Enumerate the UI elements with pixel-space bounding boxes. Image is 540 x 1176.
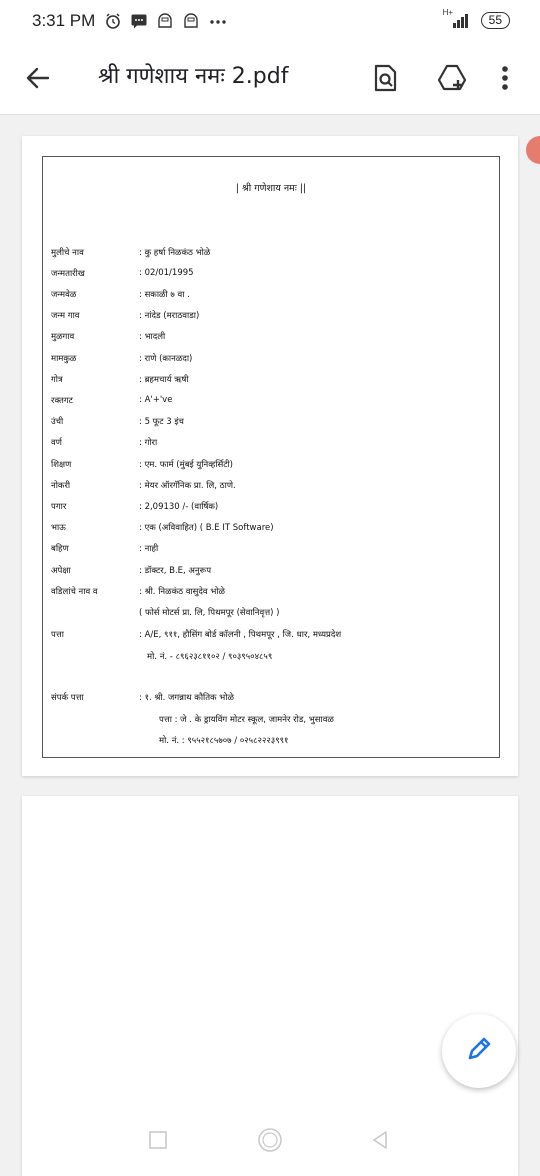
signal-icon [443,10,473,30]
search-document-icon[interactable] [370,63,400,97]
contact-address: पत्ता : जे . के ड्रायविंग मोटर स्कूल, जामनेर रोड, भुसावळ [159,715,334,725]
more-options-icon[interactable] [500,63,510,97]
app-toolbar [0,44,540,115]
navigation-bar [0,1118,540,1170]
document-border: | श्री गणेशाय नमः || मुलीचे नाव : कु हर्षा निळकंठ भोळे जन्मतारीख : 02/01/1995 जन्मवेळ : सकाळी ७ वा . जन्म गाव : नांदेड (मराठवाडा) मुळगाव : भादली मामकुळ : राणे (कानळदा) गोत्र : ब्रहमचार्य ऋषी रक्तगट : A'+'ve उंची : 5 फूट 3 इंच वर्ण : गोरा शिक्षण : एम. फार्म (मुंबई युनिव्हर्सिटी) नोकरी : मेयर ऑरगॅनिक प्रा. लि, ठाणे. पगार : 2,09130 /- (वार्षिक) भाऊ : एक (अविवाहित) ( B.E IT Software) बहिण : नाही अपेक्षा : डॉक्टर, B.E, अनुरूप वडिलांचे नाव व : श्री. निळकंठ वासुदेव भोळे ( फोर्स मोटर्स प्रा. लि, पिथमपूर (सेवानिवृत्त) ) पत्ता : A/E, ९११, हौसिंग बोर्ड कॉलनी , पिथमपूर , जि. धार, मध्यप्रदेश मो. नं. - ८९६२३८११०२ / ९०३९५०४८५९ संपर्क पत्ता : १. श्री. जगन्नाथ कौतिक भोळे पत्ता : जे . के ड्रायविंग मोटर स्कूल, जामनेर रोड, भुसावळ मो. नं. : ९५५२१८५७०७ / ०२५८२२२३९९१ [42,156,500,758]
notification-icons [104,12,228,30]
system-status [443,10,510,30]
contact-phone: मो. नं. : ९५५२१८५७०७ / ०२५८२२२३९९१ [159,736,289,746]
app-notification-icon-2 [182,12,200,30]
more-notifications-icon [208,12,228,30]
pencil-icon [464,1034,494,1068]
battery-indicator: 55 [481,12,510,29]
back-arrow-icon[interactable] [24,64,52,96]
father-note: ( फोर्स मोटर्स प्रा. लि, पिथमपूर (सेवानिवृत्त) ) [139,608,280,618]
message-icon [130,12,148,30]
status-bar [0,0,540,44]
pdf-page-1 [22,136,518,776]
status-time: 3:31 PM [32,11,96,30]
network-type: H+ [442,8,454,17]
app-notification-icon [156,12,174,30]
edit-button[interactable] [442,1014,516,1088]
recent-apps-icon[interactable] [148,1130,168,1154]
scroll-handle[interactable] [526,136,540,164]
document-heading: | श्री गणेशाय नमः || [235,183,307,194]
alarm-icon [104,12,122,30]
document-title: श्री गणेशाय नमः 2.pdf [98,64,289,89]
home-icon[interactable] [256,1126,284,1158]
add-to-drive-icon[interactable] [436,63,468,97]
back-nav-icon[interactable] [370,1130,390,1154]
address-phone: मो. नं. - ८९६२३८११०२ / ९०३९५०४८५९ [147,652,273,662]
